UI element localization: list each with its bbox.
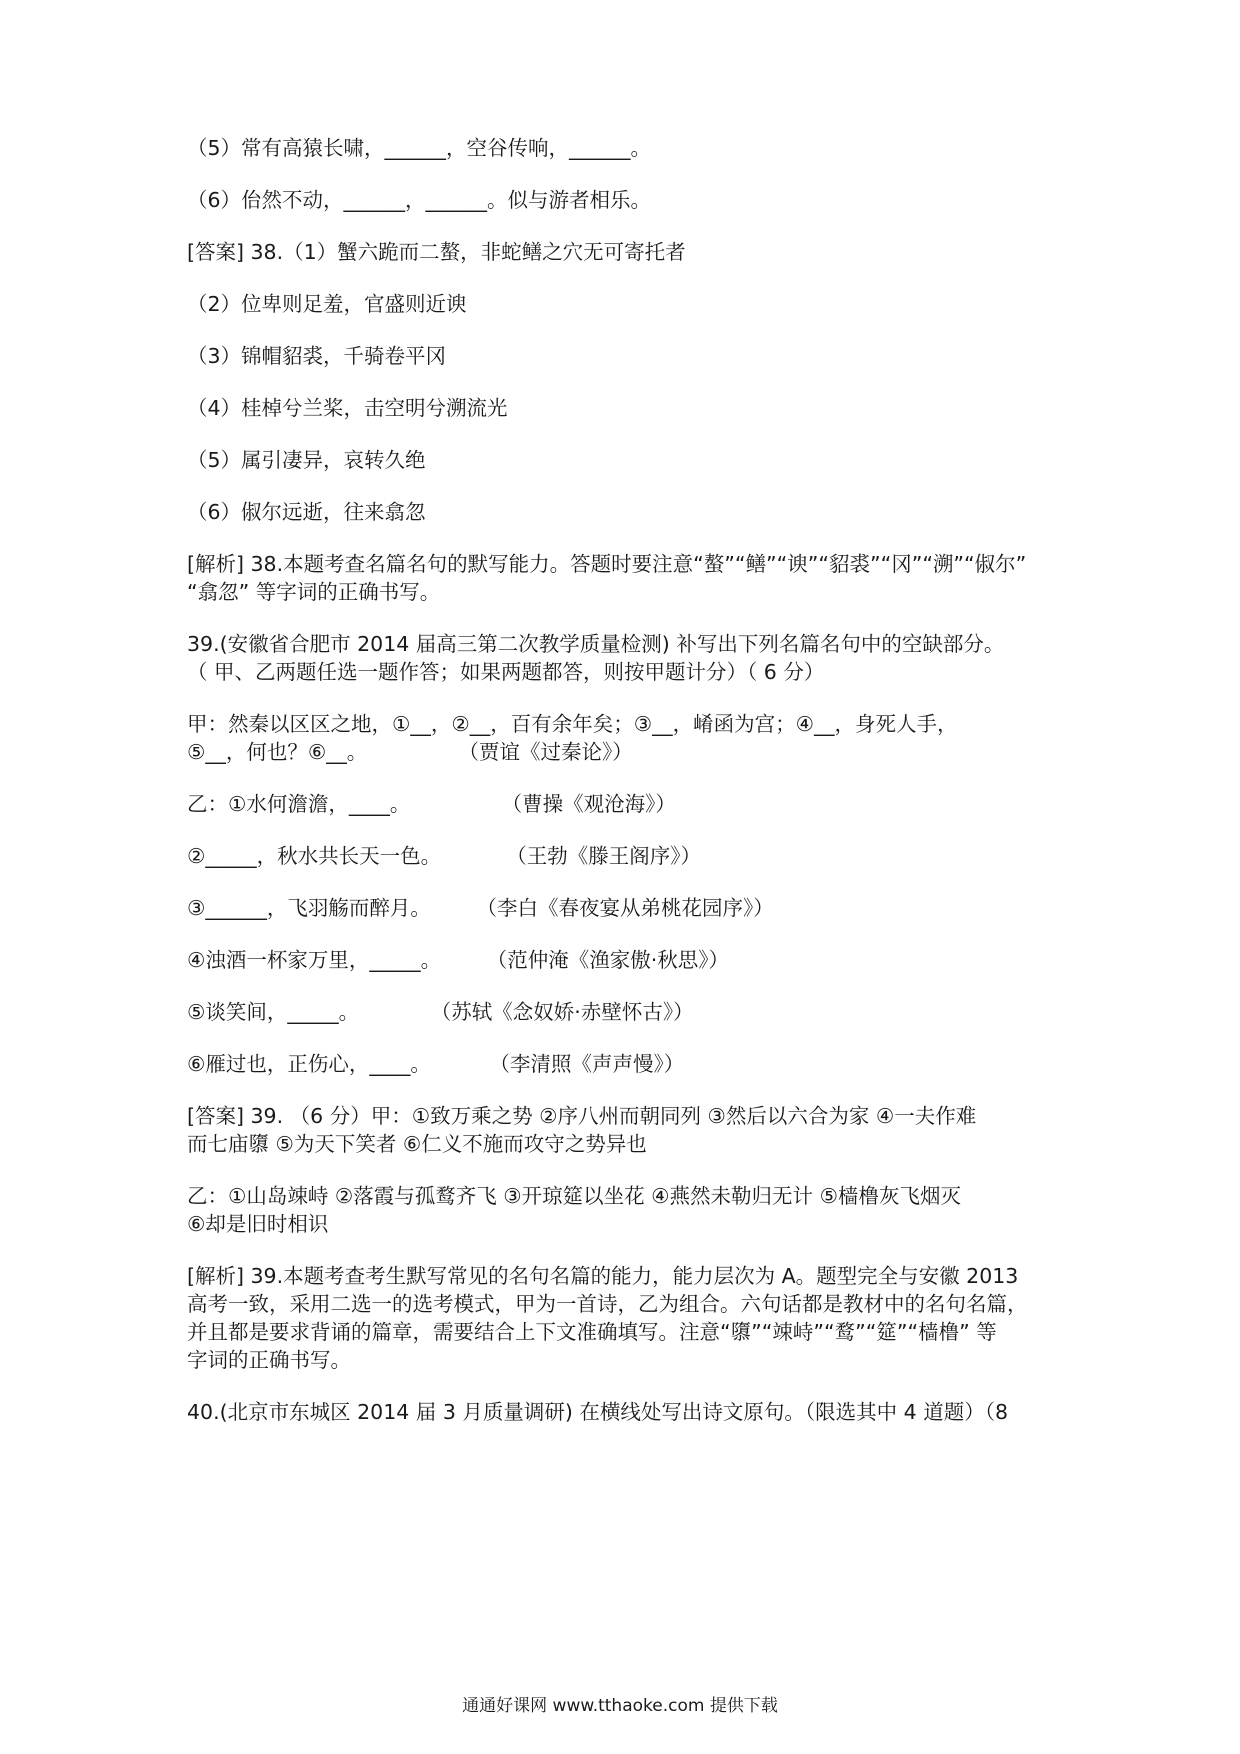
answer-38-1: [答案] 38.（1）蟹六跪而二螯，非蛇鳝之穴无可寄托者 <box>187 240 686 264</box>
question-39-yi-3: ③______，飞羽觞而醉月。 （李白《春夜宴从弟桃花园序》） <box>187 896 774 920</box>
question-39-yi-2: ②_____，秋水共长天一色。 （王勃《滕王阁序》） <box>187 844 702 868</box>
analysis-39-line4: 字词的正确书写。 <box>187 1348 351 1372</box>
question-39-yi-5: ⑤谈笑间，_____。 （苏轼《念奴娇·赤壁怀古》） <box>187 1000 694 1024</box>
blank-q5: （5）常有高猿长啸，______，空谷传响，______。 <box>187 136 652 160</box>
question-39-jia-line2: ⑤__，何也？⑥__。 （贾谊《过秦论》） <box>187 740 633 764</box>
answer-38-3: （3）锦帽貂裘，千骑卷平冈 <box>187 344 447 368</box>
analysis-39-line1: [解析] 39.本题考查考生默写常见的名句名篇的能力，能力层次为 A。题型完全与安徽 2013 <box>187 1264 1019 1288</box>
answer-39-jia-line1: [答案] 39. （6 分）甲：①致万乘之势 ②序八州而朝同列 ③然后以六合为家 ④一夫作难 <box>187 1104 977 1128</box>
analysis-38-line2: “翕忽” 等字词的正确书写。 <box>187 580 441 604</box>
analysis-38-line1: [解析] 38.本题考查名篇名句的默写能力。答题时要注意“螯”“鳝”“谀”“貂裘”“冈”“溯”“俶尔” <box>187 552 1027 576</box>
answer-38-2: （2）位卑则足羞，官盛则近谀 <box>187 292 467 316</box>
answer-38-5: （5）属引凄异，哀转久绝 <box>187 448 426 472</box>
answer-38-6: （6）俶尔远逝，往来翕忽 <box>187 500 426 524</box>
question-39-yi-1: 乙：①水何澹澹，____。 （曹操《观沧海》） <box>187 792 676 816</box>
analysis-39-line3: 并且都是要求背诵的篇章，需要结合上下文准确填写。注意“隳”“竦峙”“鹜”“筵”“樯橹” 等 <box>187 1320 997 1344</box>
question-39-instructions: （ 甲、乙两题任选一题作答；如果两题都答，则按甲题计分）（ 6 分） <box>187 660 825 684</box>
answer-39-yi-line2: ⑥却是旧时相识 <box>187 1212 329 1236</box>
question-39-jia-line1: 甲：然秦以区区之地，①__，②__，百有余年矣；③__，崤函为宫；④__，身死人手， <box>187 712 958 736</box>
document-page <box>187 0 1067 1754</box>
question-39-yi-6: ⑥雁过也，正伤心，____。 （李清照《声声慢》） <box>187 1052 685 1076</box>
answer-39-jia-line2: 而七庙隳 ⑤为天下笑者 ⑥仁义不施而攻守之势异也 <box>187 1132 647 1156</box>
answer-39-yi-line1: 乙：①山岛竦峙 ②落霞与孤鹜齐飞 ③开琼筵以坐花 ④燕然未勒归无计 ⑤樯橹灰飞烟灭 <box>187 1184 961 1208</box>
question-39-heading: 39.(安徽省合肥市 2014 届高三第二次教学质量检测) 补写出下列名篇名句中的空缺部分。 <box>187 632 1005 656</box>
page-footer: 通通好课网 www.tthaoke.com 提供下载 <box>462 1696 778 1716</box>
analysis-39-line2: 高考一致，采用二选一的选考模式，甲为一首诗，乙为组合。六句话都是教材中的名句名篇， <box>187 1292 1028 1316</box>
question-40-heading: 40.(北京市东城区 2014 届 3 月质量调研) 在横线处写出诗文原句。（限选其中 4 道题）（8 <box>187 1400 1009 1424</box>
blank-q6: （6）佁然不动，______，______。似与游者相乐。 <box>187 188 652 212</box>
answer-38-4: （4）桂棹兮兰桨，击空明兮溯流光 <box>187 396 508 420</box>
question-39-yi-4: ④浊酒一杯家万里，_____。 （范仲淹《渔家傲·秋思》） <box>187 948 730 972</box>
